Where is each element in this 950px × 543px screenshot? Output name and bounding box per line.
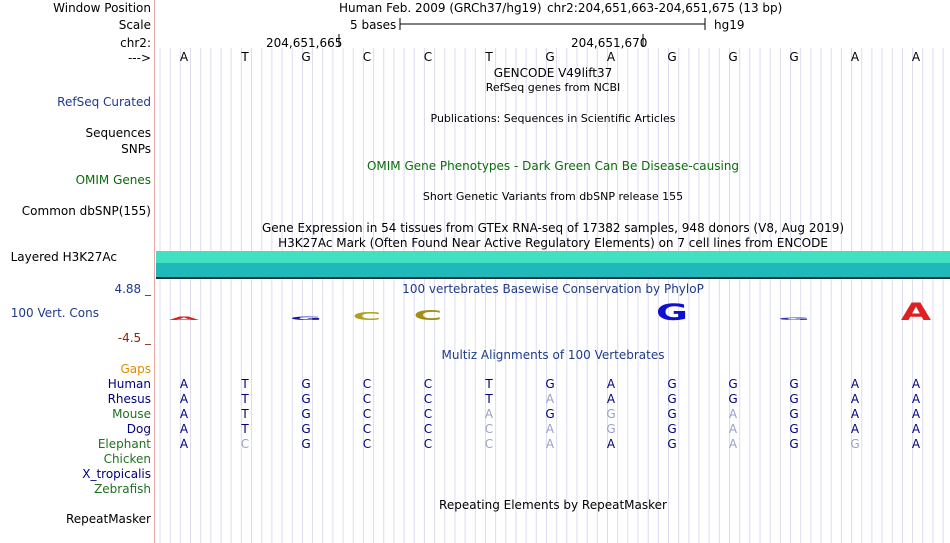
alignment-base: A — [728, 437, 738, 451]
alignment-base: G — [301, 392, 311, 406]
dbsnp-title: Short Genetic Variants from dbSNP release 155 — [422, 190, 684, 203]
alignment-base: G — [606, 407, 616, 421]
reference-base: T — [241, 50, 249, 64]
alignment-base: G — [301, 407, 311, 421]
window-position-label: Window Position — [53, 1, 151, 15]
alignment-base: G — [850, 437, 860, 451]
alignment-base: G — [728, 377, 738, 391]
alignment-base: A — [728, 422, 738, 436]
alignment-base: A — [179, 407, 189, 421]
h3k27ac-signal-bottom — [156, 263, 950, 277]
alignment-base: T — [241, 392, 249, 406]
h3k27ac-signal-top — [156, 251, 950, 263]
reference-base: C — [423, 50, 433, 64]
omim-track-label[interactable]: OMIM Genes — [75, 173, 151, 187]
alignment-base: C — [423, 377, 433, 391]
species-label[interactable]: Rhesus — [107, 392, 151, 406]
omim-title: OMIM Gene Phenotypes - Dark Green Can Be Disease-causing — [366, 159, 740, 173]
reference-base: G — [301, 50, 311, 64]
alignment-base: C — [423, 422, 433, 436]
species-label[interactable]: X_tropicalis — [82, 467, 151, 481]
alignment-base: T — [485, 377, 493, 391]
reference-base: G — [667, 50, 677, 64]
reference-base: C — [362, 50, 372, 64]
alignment-base: G — [667, 392, 677, 406]
species-label[interactable]: Human — [107, 377, 151, 391]
alignment-base: A — [179, 422, 189, 436]
reference-base: G — [545, 50, 555, 64]
alignment-base: C — [484, 437, 494, 451]
conservation-logo — [156, 296, 950, 336]
assembly-text: Human Feb. 2009 (GRCh37/hg19) — [339, 1, 542, 15]
alignment-base: A — [545, 392, 555, 406]
logo-letter: G — [655, 298, 689, 326]
alignment-base: G — [545, 377, 555, 391]
alignment-base: G — [789, 422, 799, 436]
ruler-tick-marks — [338, 34, 648, 48]
alignment-base: G — [667, 437, 677, 451]
reference-base: G — [728, 50, 738, 64]
h3k27ac-baseline — [156, 277, 950, 279]
alignment-base: C — [423, 407, 433, 421]
chr-label: chr2: — [120, 36, 151, 50]
logo-letter: A — [168, 315, 200, 322]
ruler-tick-2: 204,651,670 — [571, 36, 648, 50]
alignment-base: C — [240, 437, 250, 451]
alignment-base: G — [789, 392, 799, 406]
alignment-base: C — [362, 437, 372, 451]
logo-letter: G — [289, 315, 323, 322]
alignment-base: A — [911, 392, 921, 406]
alignment-base: G — [728, 392, 738, 406]
alignment-base: G — [789, 377, 799, 391]
logo-letter: C — [413, 307, 443, 324]
alignment-base: A — [179, 377, 189, 391]
reference-base: T — [485, 50, 493, 64]
multiz-title: Multiz Alignments of 100 Vertebrates — [441, 348, 665, 362]
gtex-title: Gene Expression in 54 tissues from GTEx RNA-seq of 17382 samples, 948 donors (V8, Aug 2019) — [261, 221, 845, 235]
alignment-base: C — [423, 437, 433, 451]
track-image[interactable] — [156, 0, 950, 543]
alignment-base: A — [728, 407, 738, 421]
alignment-base: G — [667, 422, 677, 436]
species-label[interactable]: Dog — [126, 422, 151, 436]
alignment-base: T — [485, 392, 493, 406]
alignment-base: C — [362, 377, 372, 391]
alignment-base: A — [484, 407, 494, 421]
alignment-base: G — [301, 422, 311, 436]
position-text: chr2:204,651,663-204,651,675 (13 bp) — [547, 1, 783, 15]
gaps-label[interactable]: Gaps — [120, 362, 151, 376]
refseq-title: RefSeq genes from NCBI — [485, 81, 621, 94]
alignment-base: A — [850, 392, 860, 406]
alignment-base: A — [179, 437, 189, 451]
alignment-base: A — [606, 377, 616, 391]
alignment-base: G — [789, 437, 799, 451]
alignment-base: T — [241, 407, 249, 421]
alignment-base: G — [667, 407, 677, 421]
alignment-base: A — [606, 392, 616, 406]
species-label[interactable]: Chicken — [103, 452, 151, 466]
scale-bar — [399, 16, 709, 32]
alignment-base: G — [301, 377, 311, 391]
repeatmasker-track-label[interactable]: RepeatMasker — [65, 512, 151, 526]
alignment-base: A — [545, 422, 555, 436]
scale-label: Scale — [118, 18, 151, 32]
publications-title: Publications: Sequences in Scientific Articles — [430, 112, 676, 125]
species-label[interactable]: Elephant — [97, 437, 151, 451]
dbsnp-track-label[interactable]: Common dbSNP(155) — [21, 204, 151, 218]
alignment-base: G — [606, 422, 616, 436]
reference-base: G — [789, 50, 799, 64]
repeatmasker-title: Repeating Elements by RepeatMasker — [439, 498, 667, 512]
alignment-base: A — [850, 377, 860, 391]
refseq-track-label[interactable]: RefSeq Curated — [57, 95, 151, 109]
ruler-tick-1: 204,651,665 — [266, 36, 343, 50]
species-label[interactable]: Mouse — [112, 407, 151, 421]
cons-min-label: -4.5 _ — [117, 331, 151, 345]
alignment-base: C — [423, 392, 433, 406]
alignment-base: A — [911, 407, 921, 421]
logo-letter: G — [777, 316, 811, 321]
h3k27ac-title: H3K27Ac Mark (Often Found Near Active Regulatory Elements) on 7 cell lines from ENCODE — [278, 236, 828, 250]
phylop-title: 100 vertebrates Basewise Conservation by PhyloP — [402, 282, 704, 296]
db-text: hg19 — [714, 18, 745, 32]
h3k27ac-track-label[interactable]: Layered H3K27Ac — [10, 250, 117, 264]
reference-base: A — [179, 50, 189, 64]
alignment-base: C — [362, 422, 372, 436]
reference-base: A — [911, 50, 921, 64]
alignment-base: A — [606, 437, 616, 451]
alignment-base: G — [301, 437, 311, 451]
alignment-base: A — [911, 377, 921, 391]
alignment-base: A — [850, 422, 860, 436]
alignment-base: A — [545, 437, 555, 451]
alignment-base: T — [241, 422, 249, 436]
snps-track-label[interactable]: SNPs — [121, 142, 151, 156]
reference-base: A — [850, 50, 860, 64]
cons-track-label[interactable]: 100 Vert. Cons — [10, 306, 99, 320]
logo-letter: A — [900, 297, 932, 326]
species-label[interactable]: Zebrafish — [94, 482, 151, 496]
strand-label: ---> — [127, 51, 151, 65]
alignment-base: C — [362, 407, 372, 421]
alignment-base: A — [911, 437, 921, 451]
alignment-base: G — [545, 407, 555, 421]
gencode-title: GENCODE V49lift37 — [493, 66, 613, 80]
alignment-base: A — [179, 392, 189, 406]
reference-base: A — [606, 50, 616, 64]
sequences-track-label[interactable]: Sequences — [85, 126, 151, 140]
logo-letter: C — [352, 310, 382, 323]
alignment-base: G — [789, 407, 799, 421]
alignment-base: C — [484, 422, 494, 436]
alignment-base: C — [362, 392, 372, 406]
alignment-base: T — [241, 377, 249, 391]
alignment-base: A — [850, 407, 860, 421]
alignment-base: G — [667, 377, 677, 391]
track-label-column — [0, 0, 155, 543]
cons-max-label: 4.88 _ — [114, 282, 151, 296]
alignment-base: A — [911, 422, 921, 436]
scale-text: 5 bases — [350, 18, 397, 32]
